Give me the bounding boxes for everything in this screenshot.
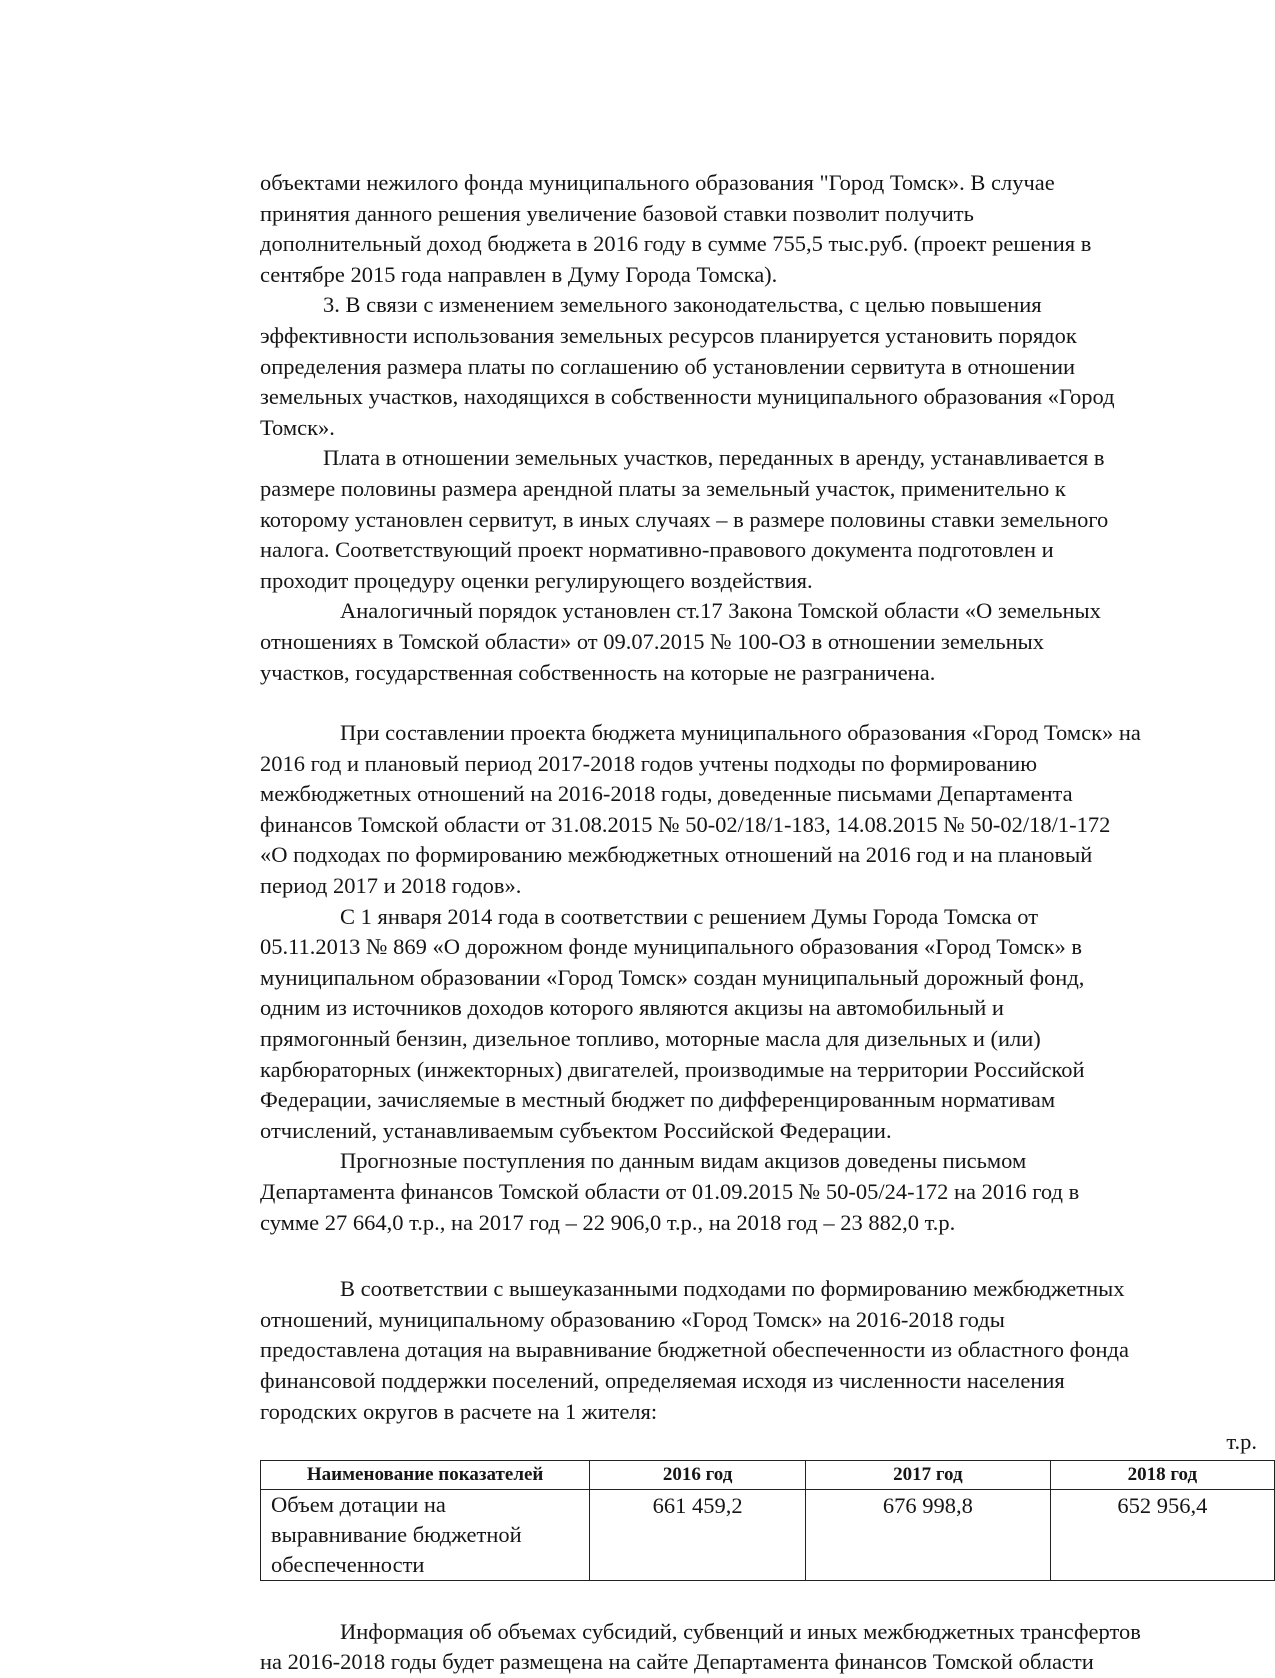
text-line: предоставлена дотация на выравнивание бюджетной обеспеченности из областного фонда bbox=[260, 1337, 1129, 1363]
text-line: Информация об объемах субсидий, субвенций и иных межбюджетных трансфертов bbox=[340, 1618, 1141, 1644]
text-line: отношениях в Томской области» от 09.07.2015 № 100-ОЗ в отношении земельных bbox=[260, 628, 1044, 654]
table-header-cell: Наименование показателей bbox=[261, 1460, 590, 1489]
paragraph-budget-draft bbox=[260, 718, 1275, 902]
cell-line: Объем дотации на bbox=[271, 1491, 446, 1517]
text-line: отношений, муниципальному образованию «Город Томск» на 2016-2018 годы bbox=[260, 1306, 1005, 1332]
text-line: финансовой поддержки поселений, определяемая исходя из численности населения bbox=[260, 1367, 1065, 1393]
text-line: одним из источников доходов которого являются акцизы на автомобильный и bbox=[260, 995, 1004, 1021]
text-line: отчислений, устанавливаемым субъектом Российской Федерации. bbox=[260, 1117, 892, 1143]
text-line: сентябре 2015 года направлен в Думу Города Томска). bbox=[260, 261, 778, 287]
table-value-2018: 652 956,4 bbox=[1050, 1489, 1274, 1580]
text-line: Департамента финансов Томской области от 01.09.2015 № 50-05/24-172 на 2016 год в bbox=[260, 1179, 1080, 1204]
table-header-cell: 2018 год bbox=[1050, 1460, 1274, 1489]
text-line: Томск». bbox=[260, 414, 335, 440]
table-value-2016: 661 459,2 bbox=[590, 1489, 806, 1580]
text-line: финансов Томской области от 31.08.2015 № 50-02/18/1-183, 14.08.2015 № 50-02/18/1-172 bbox=[260, 811, 1111, 837]
text-line: 05.11.2013 № 869 «О дорожном фонде муниципального образования «Город Томск» в bbox=[260, 934, 1082, 960]
text-line: 3. В связи с изменением земельного законодательства, с целью повышения bbox=[323, 292, 1042, 318]
paragraph-subsidy bbox=[260, 1274, 1275, 1427]
table-header-row bbox=[261, 1460, 1275, 1489]
text-line: сумме 27 664,0 т.р., на 2017 год – 22 906,0 т.р., на 2018 год – 23 882,0 т.р. bbox=[260, 1209, 956, 1235]
text-line: участков, государственная собственность на которые не разграничена. bbox=[260, 659, 936, 685]
text-line: городских округов в расчете на 1 жителя: bbox=[260, 1398, 658, 1424]
text-line: межбюджетных отношений на 2016-2018 годы, доведенные письмами Департамента bbox=[260, 781, 1073, 807]
text-line: В соответствии с вышеуказанными подходами по формированию межбюджетных bbox=[340, 1276, 1125, 1302]
paragraph-payment bbox=[260, 443, 1275, 596]
subsidy-table bbox=[260, 1460, 1275, 1581]
text-line: Аналогичный порядок установлен ст.17 Закона Томской области «О земельных bbox=[340, 598, 1101, 624]
text-line: карбюраторных (инжекторных) двигателей, производимые на территории Российской bbox=[260, 1056, 1085, 1082]
paragraph-road-fund bbox=[260, 902, 1275, 1147]
table-header-cell: 2017 год bbox=[805, 1460, 1050, 1489]
cell-line: выравнивание бюджетной bbox=[271, 1521, 522, 1547]
table-header-cell: 2016 год bbox=[590, 1460, 806, 1489]
table-unit-label: т.р. bbox=[1226, 1429, 1257, 1455]
text-line: Федерации, зачисляемые в местный бюджет по дифференцированным нормативам bbox=[260, 1087, 1056, 1113]
spacer bbox=[260, 688, 1275, 718]
text-line: эффективности использования земельных ресурсов планируется установить порядок bbox=[260, 322, 1077, 348]
text-line: «О подходах по формированию межбюджетных отношений на 2016 год и на плановый bbox=[260, 842, 1093, 868]
text-line: 2016 год и плановый период 2017-2018 годов учтены подходы по формированию bbox=[260, 750, 1037, 776]
text-line: которому установлен сервитут, в иных случаях – в размере половины ставки земельного bbox=[260, 506, 1109, 532]
text-line: С 1 января 2014 года в соответствии с решением Думы Города Томска от bbox=[340, 903, 1039, 929]
paragraph-regional-law bbox=[260, 596, 1275, 688]
paragraph-nonresidential-fund bbox=[260, 168, 1275, 290]
text-line: период 2017 и 2018 годов». bbox=[260, 873, 522, 899]
text-line: на 2016-2018 годы будет размещена на сайте Департамента финансов Томской области bbox=[260, 1649, 1094, 1675]
text-line: дополнительный доход бюджета в 2016 году в сумме 755,5 тыс.руб. (проект решения в bbox=[260, 231, 1092, 257]
table-value-2017: 676 998,8 bbox=[805, 1489, 1050, 1580]
text-line: принятия данного решения увеличение базовой ставки позволит получить bbox=[260, 200, 974, 226]
spacer bbox=[260, 1238, 1275, 1274]
table-row-name bbox=[261, 1489, 590, 1580]
text-line: объектами нежилого фонда муниципального образования "Город Томск». В случае bbox=[260, 170, 1055, 195]
paragraph-transfers-info bbox=[260, 1617, 1275, 1678]
spacer bbox=[260, 1581, 1275, 1617]
text-line: земельных участков, находящихся в собственности муниципального образования «Город bbox=[260, 384, 1115, 410]
cell-line: обеспеченности bbox=[271, 1551, 425, 1577]
text-line: определения размера платы по соглашению об установлении сервитута в отношении bbox=[260, 353, 1076, 379]
text-line: проходит процедуру оценки регулирующего воздействия. bbox=[260, 567, 813, 593]
text-line: Прогнозные поступления по данным видам акцизов доведены письмом bbox=[340, 1148, 1027, 1174]
paragraph-servitude bbox=[260, 290, 1275, 443]
text-line: муниципальном образовании «Город Томск» создан муниципальный дорожный фонд, bbox=[260, 964, 1085, 990]
text-line: налога. Соответствующий проект нормативно-правового документа подготовлен и bbox=[260, 537, 1054, 563]
text-line: Плата в отношении земельных участков, переданных в аренду, устанавливается в bbox=[323, 445, 1105, 471]
text-line: При составлении проекта бюджета муниципального образования «Город Томск» на bbox=[340, 720, 1141, 746]
text-line: размере половины размера арендной платы за земельный участок, применительно к bbox=[260, 475, 1066, 501]
paragraph-excise-forecast bbox=[260, 1146, 1275, 1238]
document-page bbox=[260, 168, 1275, 1678]
text-line: прямогонный бензин, дизельное топливо, моторные масла для дизельных и (или) bbox=[260, 1026, 1041, 1052]
table-row bbox=[261, 1489, 1275, 1580]
